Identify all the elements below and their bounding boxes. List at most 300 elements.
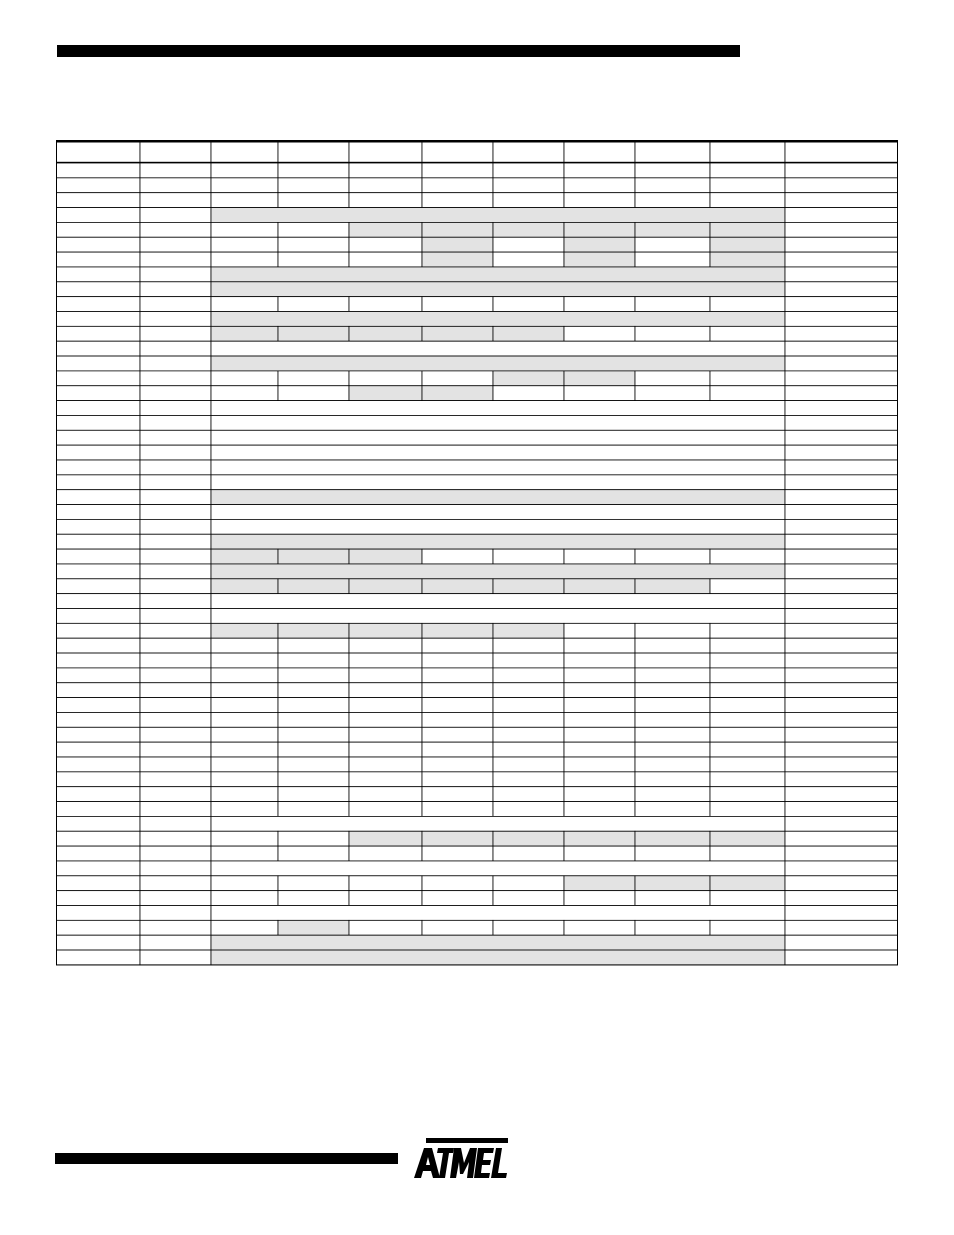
bit-cell [422,638,493,653]
name-cell [140,757,211,772]
name-cell [140,237,211,252]
bit-cell [635,683,710,698]
name-cell [140,668,211,683]
merged-bit-cell [211,356,785,371]
address-cell [56,415,140,430]
bit-cell [422,668,493,683]
address-cell [56,861,140,876]
bit-cell [422,252,493,267]
bit-cell [211,386,278,401]
page-cell [785,846,898,861]
page-cell [785,757,898,772]
bit-cell [278,772,349,787]
page-cell [785,920,898,935]
bit-cell [349,371,422,386]
name-cell [140,831,211,846]
address-cell [56,252,140,267]
address-cell [56,623,140,638]
bit-cell [211,326,278,341]
bit-cell [493,252,564,267]
bit-cell [635,757,710,772]
address-cell [56,891,140,906]
address-cell [56,356,140,371]
bit-cell [710,712,785,727]
page-cell [785,727,898,742]
bit-cell [635,876,710,891]
bit-cell [211,549,278,564]
merged-bit-cell [211,430,785,445]
bit-cell [493,549,564,564]
bit-cell [635,193,710,208]
page-cell [785,623,898,638]
page-cell [785,193,898,208]
bit-cell [564,237,635,252]
bit-cell [710,683,785,698]
name-cell [140,267,211,282]
name-cell [140,549,211,564]
address-cell [56,950,140,965]
bit-cell [422,549,493,564]
bit-cell [710,757,785,772]
merged-bit-cell [211,415,785,430]
address-cell [56,698,140,713]
address-cell [56,846,140,861]
bit-cell [635,742,710,757]
address-cell [56,519,140,534]
page-cell [785,519,898,534]
address-cell [56,712,140,727]
bit-cell [493,297,564,312]
bit-cell [493,712,564,727]
bit-cell [564,163,635,178]
bit-cell [635,891,710,906]
bit-cell [422,178,493,193]
bit-cell [349,846,422,861]
bit-cell [211,193,278,208]
page-cell [785,237,898,252]
page-cell [785,371,898,386]
page-cell [785,549,898,564]
footer-rule [55,1153,398,1164]
bit-cell [493,237,564,252]
bit-cell [635,653,710,668]
header-cell [785,140,898,163]
bit-cell [635,623,710,638]
page-cell [785,816,898,831]
bit-cell [493,668,564,683]
bit-cell [710,163,785,178]
address-cell [56,549,140,564]
bit-cell [422,326,493,341]
page-cell [785,653,898,668]
page-cell [785,326,898,341]
bit-cell [422,623,493,638]
bit-cell [278,222,349,237]
address-cell [56,683,140,698]
address-cell [56,267,140,282]
bit-cell [564,920,635,935]
bit-cell [211,237,278,252]
bit-cell [422,920,493,935]
page-cell [785,712,898,727]
bit-cell [635,163,710,178]
name-cell [140,193,211,208]
bit-cell [422,846,493,861]
bit-cell [422,653,493,668]
bit-cell [349,802,422,817]
bit-cell [349,252,422,267]
bit-cell [211,297,278,312]
bit-cell [564,802,635,817]
bit-cell [493,727,564,742]
bit-cell [349,668,422,683]
bit-cell [278,757,349,772]
bit-cell [278,846,349,861]
name-cell [140,222,211,237]
merged-bit-cell [211,861,785,876]
bit-cell [564,638,635,653]
address-cell [56,772,140,787]
page-cell [785,787,898,802]
bit-cell [211,802,278,817]
name-cell [140,371,211,386]
address-cell [56,490,140,505]
bit-cell [422,579,493,594]
bit-cell [635,178,710,193]
bit-cell [422,891,493,906]
page-cell [785,772,898,787]
address-cell [56,534,140,549]
bit-cell [422,772,493,787]
address-cell [56,371,140,386]
page-cell [785,891,898,906]
bit-cell [635,549,710,564]
bit-cell [278,163,349,178]
bit-cell [710,831,785,846]
bit-cell [635,386,710,401]
page-cell [785,222,898,237]
bit-cell [349,579,422,594]
page-cell [785,252,898,267]
bit-cell [422,683,493,698]
name-cell [140,534,211,549]
address-cell [56,193,140,208]
header-cell [56,140,140,163]
bit-cell [211,222,278,237]
bit-cell [278,712,349,727]
bit-cell [710,623,785,638]
page-cell [785,935,898,950]
bit-cell [278,920,349,935]
bit-cell [211,787,278,802]
name-cell [140,163,211,178]
bit-cell [564,831,635,846]
bit-cell [211,920,278,935]
bit-cell [564,252,635,267]
bit-cell [564,876,635,891]
bit-cell [564,653,635,668]
bit-cell [211,727,278,742]
merged-bit-cell [211,935,785,950]
bit-cell [564,623,635,638]
name-cell [140,712,211,727]
bit-cell [564,757,635,772]
bit-cell [422,698,493,713]
bit-cell [710,742,785,757]
header-cell [140,140,211,163]
name-cell [140,356,211,371]
page-cell [785,208,898,223]
address-cell [56,505,140,520]
address-cell [56,906,140,921]
merged-bit-cell [211,816,785,831]
name-cell [140,178,211,193]
bit-cell [635,668,710,683]
bit-cell [710,802,785,817]
name-cell [140,519,211,534]
address-cell [56,312,140,327]
merged-bit-cell [211,519,785,534]
bit-cell [710,891,785,906]
page-cell [785,638,898,653]
page-cell [785,178,898,193]
bit-cell [278,668,349,683]
name-cell [140,609,211,624]
bit-cell [635,326,710,341]
bit-cell [564,549,635,564]
header-cell [349,140,422,163]
bit-cell [635,371,710,386]
bit-cell [710,579,785,594]
bit-cell [211,371,278,386]
atmel-logo [410,1136,510,1182]
name-cell [140,727,211,742]
page-cell [785,356,898,371]
bit-cell [493,653,564,668]
page-cell [785,534,898,549]
page-cell [785,876,898,891]
bit-cell [278,178,349,193]
bit-cell [278,876,349,891]
bit-cell [564,222,635,237]
address-cell [56,802,140,817]
bit-cell [278,193,349,208]
page-cell [785,802,898,817]
bit-cell [422,876,493,891]
bit-cell [710,698,785,713]
header-cell [710,140,785,163]
bit-cell [349,237,422,252]
address-cell [56,579,140,594]
bit-cell [493,386,564,401]
bit-cell [564,668,635,683]
merged-bit-cell [211,445,785,460]
bit-cell [635,698,710,713]
bit-cell [349,193,422,208]
address-cell [56,475,140,490]
bit-cell [564,178,635,193]
bit-cell [278,638,349,653]
bit-cell [422,742,493,757]
bit-cell [493,371,564,386]
name-cell [140,505,211,520]
address-cell [56,742,140,757]
name-cell [140,742,211,757]
name-cell [140,341,211,356]
merged-bit-cell [211,609,785,624]
bit-cell [422,371,493,386]
name-cell [140,891,211,906]
name-cell [140,208,211,223]
bit-cell [278,386,349,401]
name-cell [140,445,211,460]
bit-cell [564,326,635,341]
bit-cell [493,757,564,772]
bit-cell [635,297,710,312]
bit-cell [710,668,785,683]
bit-cell [564,772,635,787]
page-cell [785,415,898,430]
header-cell [493,140,564,163]
bit-cell [422,193,493,208]
bit-cell [278,683,349,698]
name-cell [140,861,211,876]
bit-cell [349,653,422,668]
address-cell [56,831,140,846]
bit-cell [710,178,785,193]
address-cell [56,386,140,401]
bit-cell [493,787,564,802]
name-cell [140,430,211,445]
name-cell [140,579,211,594]
page-cell [785,698,898,713]
page-cell [785,906,898,921]
name-cell [140,312,211,327]
bit-cell [710,237,785,252]
address-cell [56,727,140,742]
bit-cell [278,653,349,668]
bit-cell [349,297,422,312]
address-cell [56,237,140,252]
bit-cell [278,831,349,846]
bit-cell [564,193,635,208]
bit-cell [710,326,785,341]
bit-cell [278,326,349,341]
bit-cell [211,831,278,846]
bit-cell [211,683,278,698]
page-cell [785,430,898,445]
address-cell [56,757,140,772]
bit-cell [710,653,785,668]
bit-cell [493,742,564,757]
bit-cell [493,891,564,906]
bit-cell [211,712,278,727]
page-cell [785,445,898,460]
bit-cell [278,252,349,267]
merged-bit-cell [211,534,785,549]
bit-cell [211,757,278,772]
name-cell [140,475,211,490]
bit-cell [211,846,278,861]
page-cell [785,579,898,594]
bit-cell [349,891,422,906]
bit-cell [564,742,635,757]
bit-cell [493,326,564,341]
name-cell [140,920,211,935]
bit-cell [422,757,493,772]
bit-cell [422,237,493,252]
page-cell [785,668,898,683]
bit-cell [211,772,278,787]
address-cell [56,222,140,237]
bit-cell [211,163,278,178]
merged-bit-cell [211,282,785,297]
bit-cell [422,222,493,237]
bit-cell [710,193,785,208]
merged-bit-cell [211,594,785,609]
page-cell [785,267,898,282]
bit-cell [211,698,278,713]
bit-cell [349,757,422,772]
address-cell [56,594,140,609]
header-cell [422,140,493,163]
bit-cell [635,579,710,594]
name-cell [140,935,211,950]
bit-cell [349,920,422,935]
bit-cell [710,371,785,386]
bit-cell [278,802,349,817]
name-cell [140,787,211,802]
bit-cell [635,772,710,787]
address-cell [56,208,140,223]
bit-cell [211,579,278,594]
bit-cell [710,549,785,564]
bit-cell [422,297,493,312]
address-cell [56,178,140,193]
bit-cell [564,386,635,401]
bit-cell [564,787,635,802]
name-cell [140,802,211,817]
bit-cell [278,237,349,252]
bit-cell [493,638,564,653]
bit-cell [349,787,422,802]
bit-cell [422,787,493,802]
address-cell [56,638,140,653]
page-cell [785,861,898,876]
bit-cell [278,698,349,713]
bit-cell [278,787,349,802]
bit-cell [710,787,785,802]
address-cell [56,816,140,831]
bit-cell [493,846,564,861]
bit-cell [349,772,422,787]
page-cell [785,297,898,312]
name-cell [140,698,211,713]
bit-cell [635,222,710,237]
bit-cell [211,876,278,891]
name-cell [140,846,211,861]
header-cell [211,140,278,163]
bit-cell [564,846,635,861]
bit-cell [564,712,635,727]
bit-cell [635,920,710,935]
name-cell [140,772,211,787]
bit-cell [635,237,710,252]
name-cell [140,683,211,698]
bit-cell [211,891,278,906]
bit-cell [349,831,422,846]
bit-cell [710,920,785,935]
